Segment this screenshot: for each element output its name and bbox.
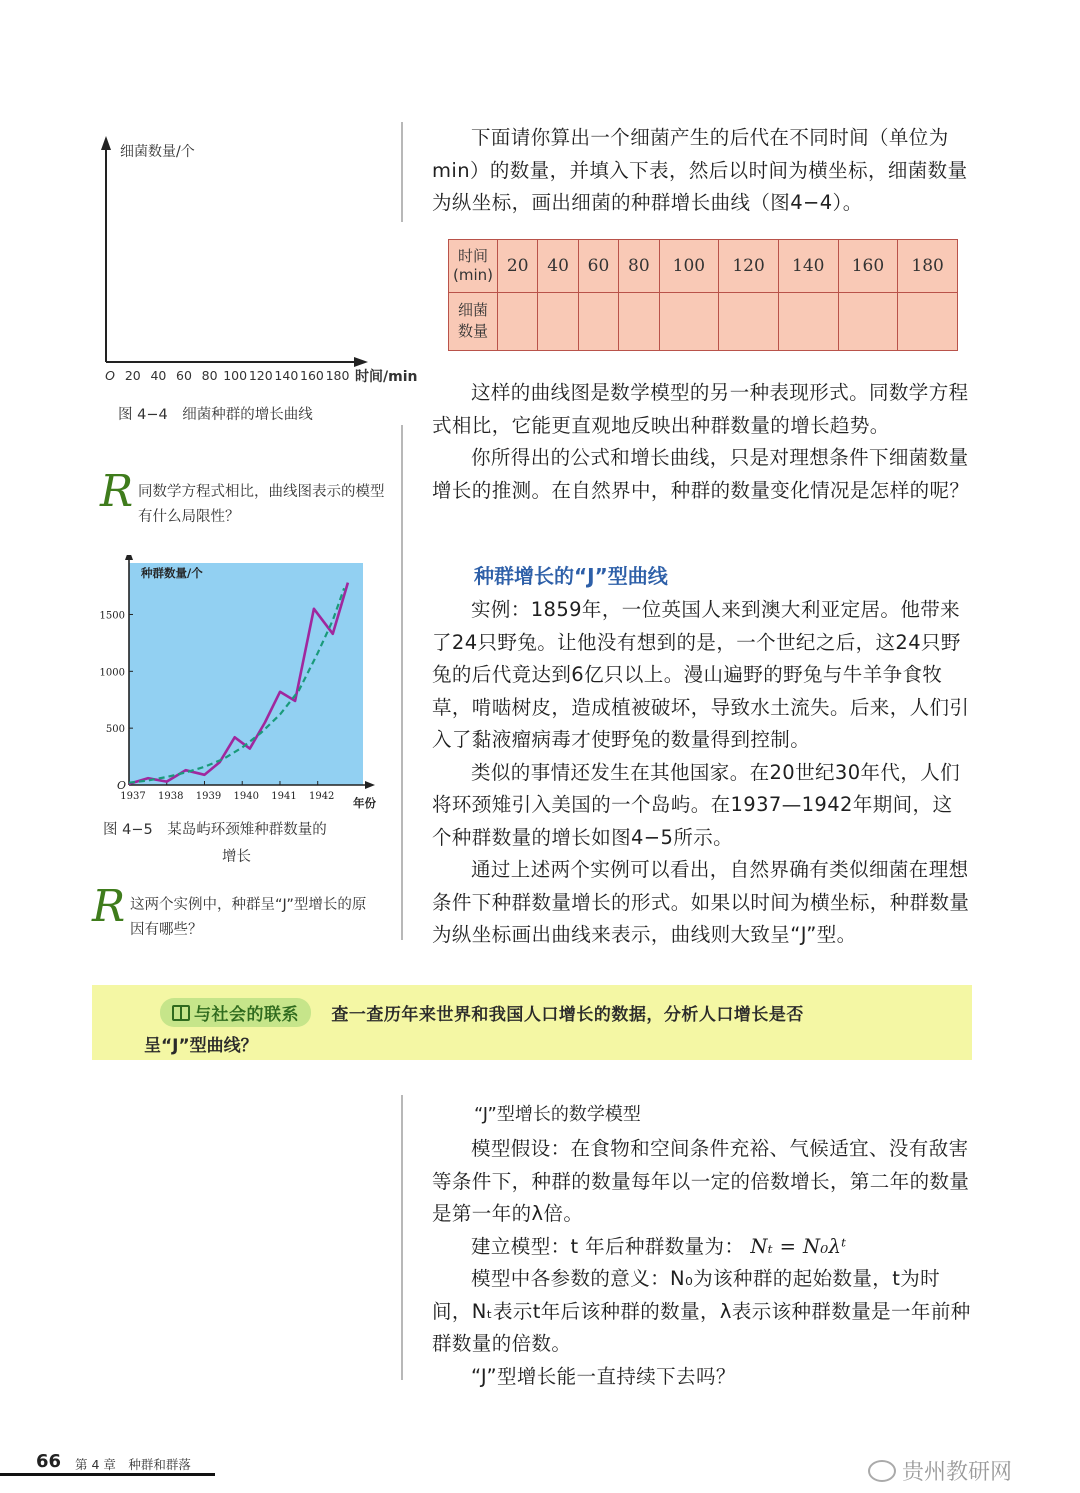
paragraph: 类似的事情还发生在其他国家。在20世纪30年代，人们将环颈雉引入美国的一个岛屿。在1937—1942年期间，这个种群数量的增长如图4−5所示。 xyxy=(432,760,961,849)
table-row xyxy=(449,240,958,293)
table-cell-time: 120 xyxy=(719,240,779,293)
header-time-label: 时间 xyxy=(457,246,488,265)
banner-line1 xyxy=(160,998,804,1027)
bacteria-table xyxy=(448,239,958,351)
table-cell-empty xyxy=(898,292,958,350)
table-cell-empty xyxy=(719,292,779,350)
fig45-caption-line1: 图 4−5 某岛屿环颈雉种群数量的 xyxy=(103,822,327,838)
x-axis-arrow xyxy=(365,781,375,789)
y-tick-label: 500 xyxy=(105,724,125,736)
fig44-x-tick: 60 xyxy=(176,368,192,383)
fig44-x-ticks xyxy=(100,368,360,383)
table-row xyxy=(449,292,958,350)
fig44-x-tick-row xyxy=(100,368,360,383)
model-build-prefix: 建立模型：t 年后种群数量为： xyxy=(471,1234,745,1258)
paragraph: 这样的曲线图是数学模型的另一种表现形式。同数学方程式相比，它能更直观地反映出种群数量的增长趋势。 xyxy=(432,381,969,437)
model-section xyxy=(432,1133,972,1393)
model-heading: “J”型增长的数学模型 xyxy=(474,1104,641,1125)
y-axis-arrow xyxy=(125,555,133,560)
table-cell-empty xyxy=(778,292,838,350)
column-divider xyxy=(401,122,403,222)
plot-area xyxy=(129,563,363,785)
table-cell-time: 60 xyxy=(578,240,618,293)
fig44-x-tick: O xyxy=(105,368,115,383)
table-cell-empty xyxy=(619,292,659,350)
fig44-x-tick: 160 xyxy=(300,368,324,383)
table-cell-time: 20 xyxy=(498,240,538,293)
banner-pill xyxy=(160,998,311,1027)
paragraph-group-a xyxy=(432,377,972,507)
x-tick-label: 1940 xyxy=(233,791,259,802)
note2-drop-cap: R xyxy=(92,881,126,932)
table-cell-empty xyxy=(498,292,538,350)
table-cell-time: 180 xyxy=(898,240,958,293)
footer-rule xyxy=(0,1473,215,1476)
x-tick-label: 1942 xyxy=(308,791,335,802)
fig45-caption-line2: 增长 xyxy=(222,849,251,865)
intro-text: 下面请你算出一个细菌产生的后代在不同时间（单位为min）的数量，并填入下表，然后以时间为横坐标，细菌数量为纵坐标，画出细菌的种群增长曲线（图4−4）。 xyxy=(432,126,968,214)
note2-text: 这两个实例中，种群呈“J”型增长的原因有哪些？ xyxy=(130,897,367,938)
note1-drop-cap: R xyxy=(100,466,134,517)
paragraph-group-b xyxy=(432,594,972,952)
model-assumption: 模型假设：在食物和空间条件充裕、气候适宜、没有敌害等条件下，种群的数量每年以一定的倍数增长，第二年的数量是第一年的λ倍。 xyxy=(432,1137,970,1225)
fig44-x-tick: 40 xyxy=(150,368,167,383)
fig44-x-tick: 180 xyxy=(325,368,350,383)
x-tick-label: 1941 xyxy=(271,791,297,802)
table-header-count xyxy=(449,292,498,350)
chapter-label: 第 4 章 种群和群落 xyxy=(75,1457,191,1472)
watermark xyxy=(868,1455,1012,1486)
note1-text: 同数学方程式相比，曲线图表示的模型有什么局限性？ xyxy=(138,484,385,525)
banner-text-line2: 呈“J”型曲线？ xyxy=(144,1036,258,1056)
model-formula: Nₜ = N₀λᵗ xyxy=(750,1234,847,1258)
banner-label: 与社会的联系 xyxy=(194,1005,299,1025)
paragraph: 通过上述两个实例可以看出，自然界确有类似细菌在理想条件下种群数量增长的形式。如果以时间为横坐标，种群数量为纵坐标画出曲线来表示，曲线则大致呈“J”型。 xyxy=(432,858,970,946)
watermark-text: 贵州教研网 xyxy=(902,1460,1013,1485)
fig44-caption: 图 4−4 细菌种群的增长曲线 xyxy=(118,407,313,423)
paragraph: 你所得出的公式和增长曲线，只是对理想条件下细菌数量增长的推测。在自然界中，种群的数量变化情况是怎样的呢？ xyxy=(432,446,970,502)
model-build xyxy=(432,1231,972,1264)
wechat-icon xyxy=(868,1460,896,1482)
fig44-x-tick: 80 xyxy=(201,368,218,383)
header-count-label2: 数量 xyxy=(457,322,488,341)
table-cell-time: 160 xyxy=(838,240,898,293)
society-banner xyxy=(92,985,972,1060)
fig44-x-label: 时间/min xyxy=(355,369,418,385)
fig44-x-tick: 20 xyxy=(124,368,141,383)
column-divider xyxy=(401,1095,403,1380)
fig44-x-tick: 100 xyxy=(223,368,248,383)
y-tick-label: 1000 xyxy=(99,667,125,679)
x-tick-label: 1938 xyxy=(158,791,184,802)
table-cell-empty xyxy=(538,292,578,350)
model-params: 模型中各参数的意义：N₀为该种群的起始数量，t为时间，Nₜ表示t年后该种群的数量，λ表示该种群数量是一年前种群数量的倍数。 xyxy=(432,1267,971,1355)
header-time-unit: (min) xyxy=(453,265,493,284)
x-tick-label: 1937 xyxy=(120,791,146,802)
fig44-x-tick: 140 xyxy=(274,368,299,383)
fig44-axes xyxy=(90,130,430,390)
table-cell-empty xyxy=(838,292,898,350)
model-question: “J”型增长能一直持续下去吗？ xyxy=(471,1364,736,1388)
fig44-y-label: 细菌数量/个 xyxy=(120,144,195,160)
fig44-x-tick: 120 xyxy=(248,368,273,383)
table-cell-time: 80 xyxy=(619,240,659,293)
y-tick-label: 1500 xyxy=(99,610,125,622)
table-cell-time: 40 xyxy=(538,240,578,293)
section-heading: 种群增长的“J”型曲线 xyxy=(474,564,668,588)
fig45-chart xyxy=(95,555,395,810)
table-cell-time: 140 xyxy=(778,240,838,293)
book-icon xyxy=(172,1005,190,1021)
x-axis-label: 年份 xyxy=(353,796,376,810)
table-cell-empty xyxy=(578,292,618,350)
y-tick-label: O xyxy=(117,779,127,792)
y-axis-label: 种群数量/个 xyxy=(141,566,203,580)
intro-paragraph xyxy=(432,122,972,220)
table-cell-empty xyxy=(659,292,719,350)
page-number: 66 xyxy=(36,1451,62,1472)
column-divider xyxy=(401,425,403,940)
x-tick-label: 1939 xyxy=(195,791,222,802)
table-cell-time: 100 xyxy=(659,240,719,293)
header-count-label: 细菌 xyxy=(457,301,488,320)
table-header-time xyxy=(449,240,498,293)
banner-text-line1: 查一查历年来世界和我国人口增长的数据，分析人口增长是否 xyxy=(331,1005,804,1025)
paragraph: 实例：1859年，一位英国人来到澳大利亚定居。他带来了24只野兔。让他没有想到的是，一个世纪之后，这24只野兔的后代竟达到6亿只以上。漫山遍野的野兔与牛羊争食牧草，啃啮树皮，造成植被破坏，导致水土流失。后来，人们引入了黏液瘤病毒才使野兔的数量得到控制。 xyxy=(432,598,970,751)
